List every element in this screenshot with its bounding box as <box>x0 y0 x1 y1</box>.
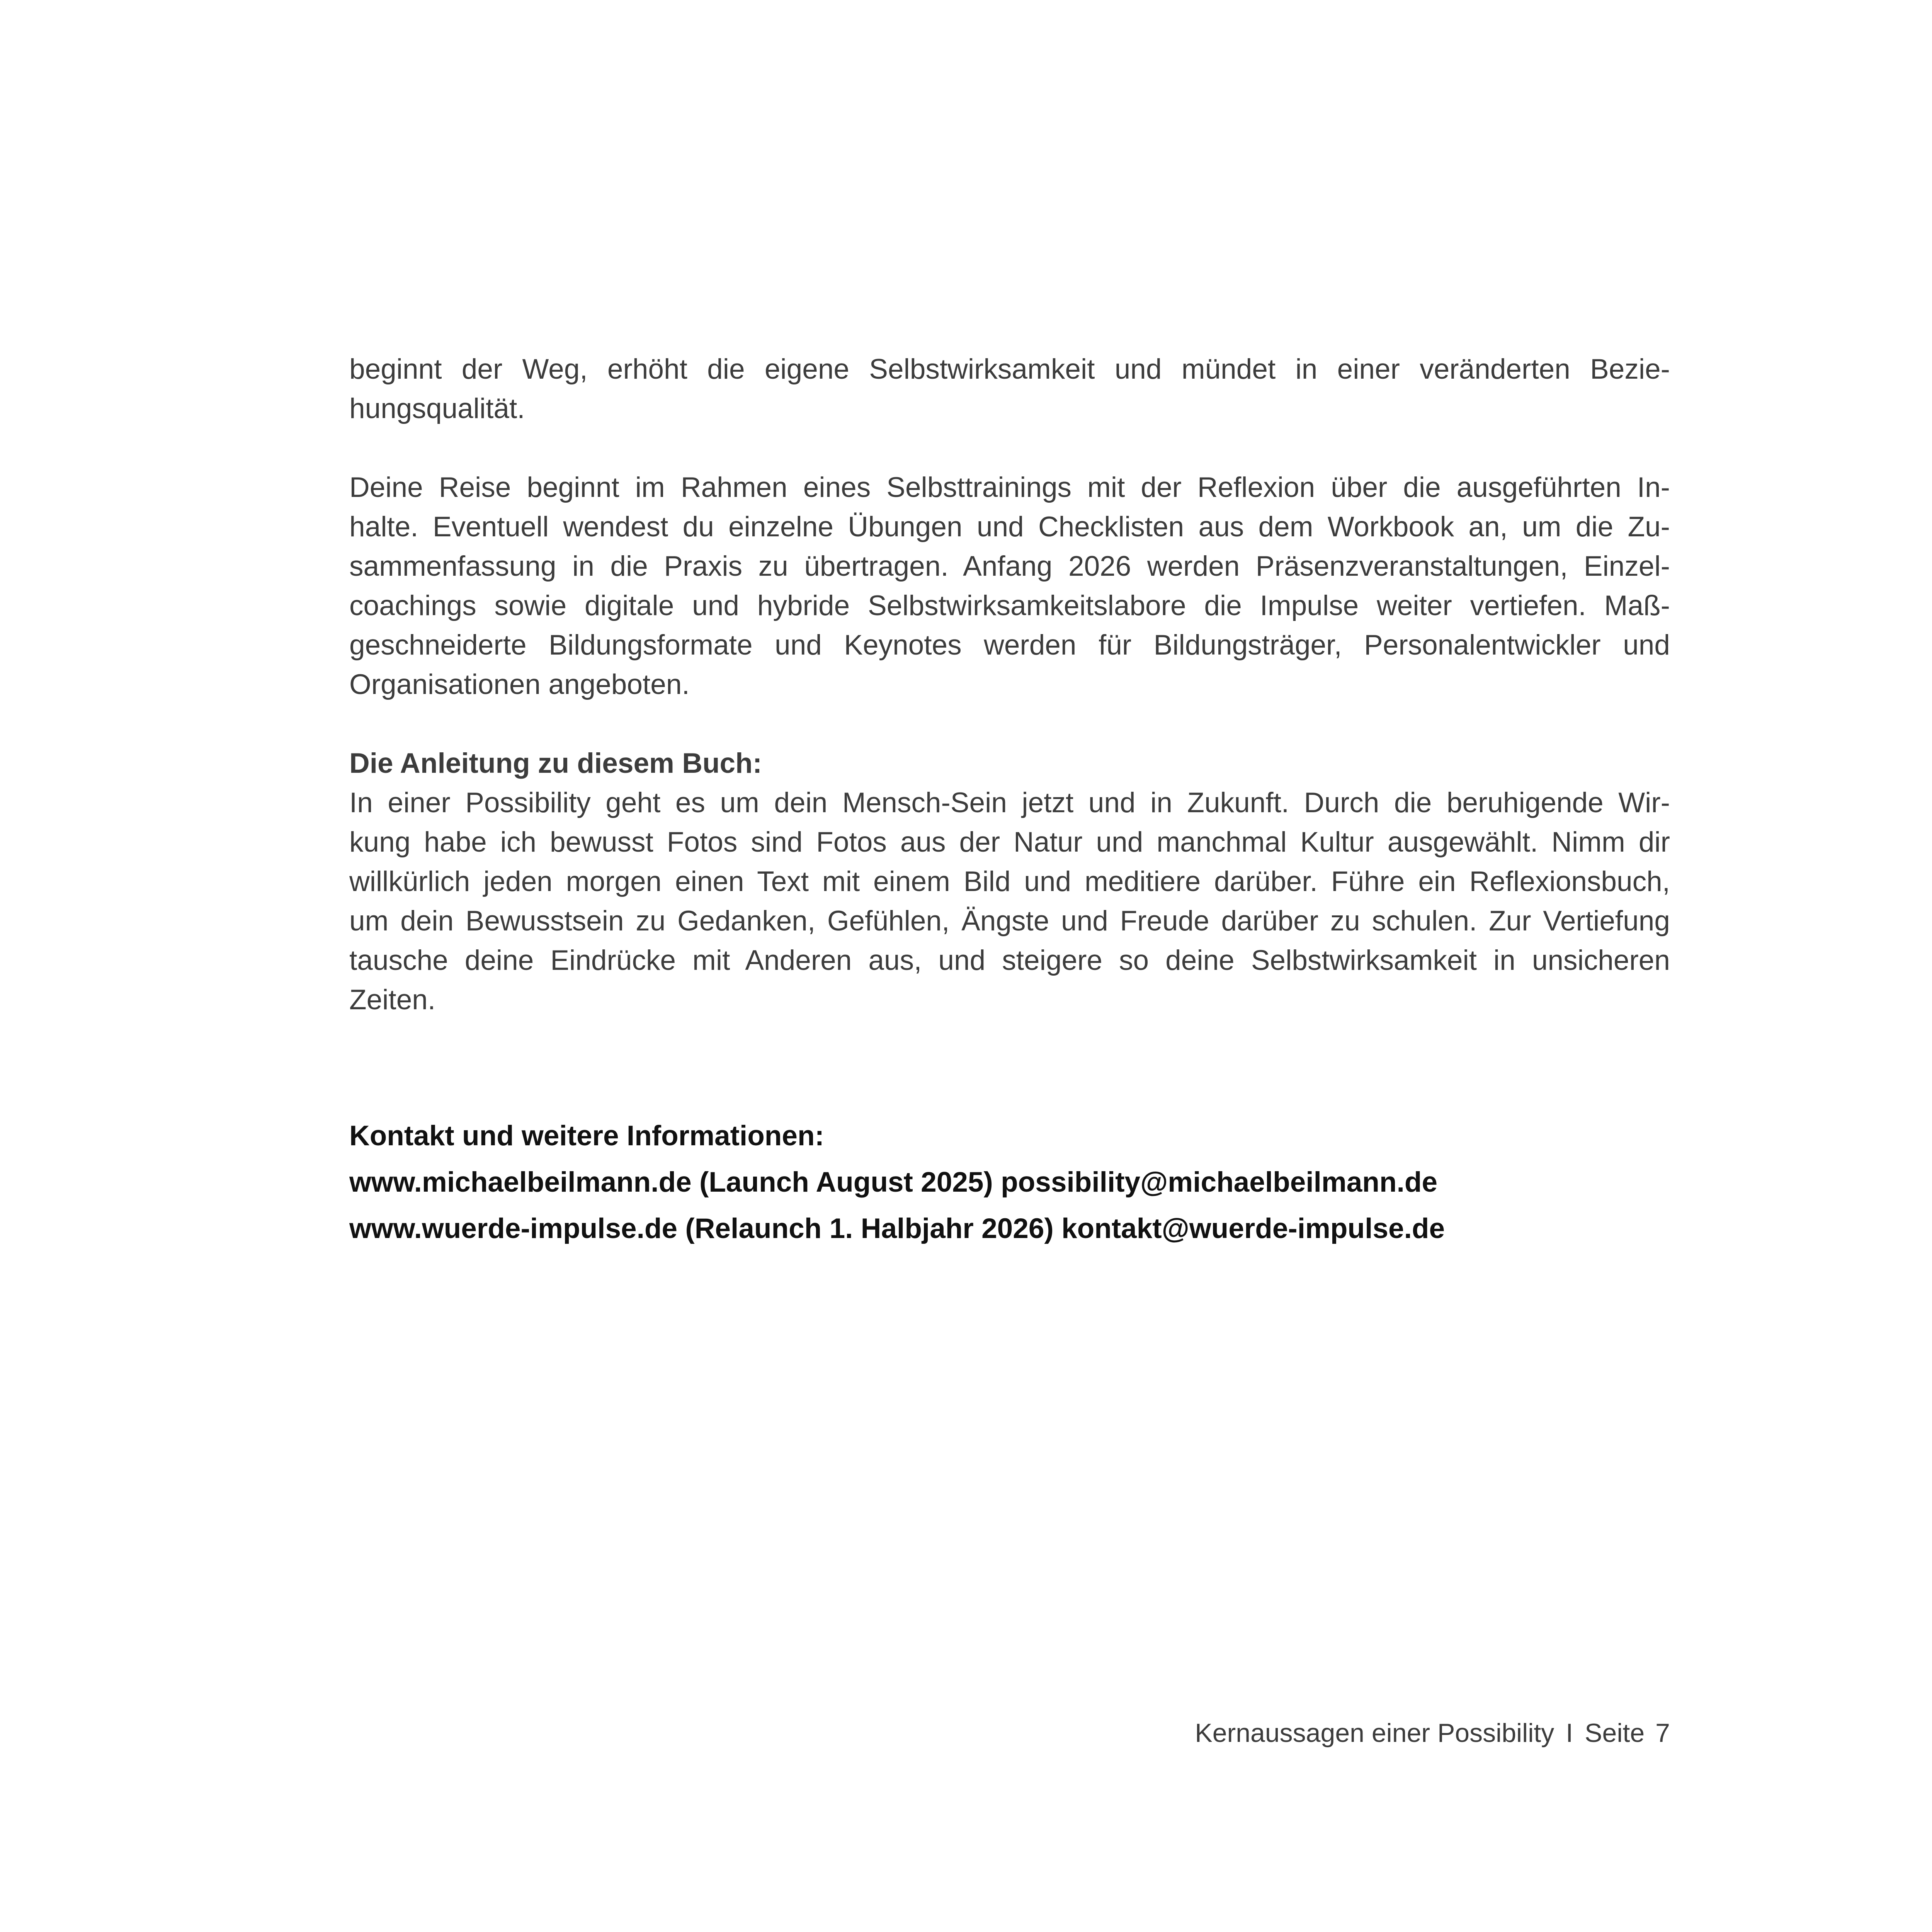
footer-page-label: Seite <box>1585 1718 1645 1748</box>
contact-heading: Kontakt und weitere Informationen: <box>349 1120 824 1151</box>
paragraph-line: Organisationen angeboten. <box>349 669 690 700</box>
paragraph-line: sammenfassung in die Praxis zu übertragen. Anfang 2026 werden Präsenzveranstaltungen, Einzel- <box>349 551 1670 582</box>
contact-line-michaelbeilmann[interactable]: www.michaelbeilmann.de (Launch August 2025) possibility@michaelbeilmann.de <box>349 1167 1438 1198</box>
contact-line-wuerde-impulse[interactable]: www.wuerde-impulse.de (Relaunch 1. Halbjahr 2026) kontakt@wuerde-impulse.de <box>349 1213 1445 1244</box>
paragraph-line: coachings sowie digitale und hybride Selbstwirksamkeitslabore die Impulse weiter vertiefen. Maß- <box>349 590 1670 621</box>
paragraph-line: In einer Possibility geht es um dein Mensch-Sein jetzt und in Zukunft. Durch die beruhigende Wir- <box>349 787 1670 818</box>
footer-separator: I <box>1566 1718 1573 1748</box>
paragraph-line: Deine Reise beginnt im Rahmen eines Selbsttrainings mit der Reflexion über die ausgeführten In- <box>349 472 1670 503</box>
paragraph-journey <box>349 468 1670 704</box>
paragraph-line: halte. Eventuell wendest du einzelne Übungen und Checklisten aus dem Workbook an, um die Zu- <box>349 511 1670 543</box>
paragraph-line: um dein Bewusstsein zu Gedanken, Gefühlen, Ängste und Freude darüber zu schulen. Zur Vertiefung <box>349 905 1670 937</box>
paragraph-line: Zeiten. <box>349 984 436 1015</box>
guide-heading: Die Anleitung zu diesem Buch: <box>349 748 762 779</box>
page-number: 7 <box>1655 1718 1670 1748</box>
page-footer <box>1195 1716 1670 1750</box>
paragraph-line: beginnt der Weg, erhöht die eigene Selbstwirksamkeit und mündet in einer veränderten Bezie- <box>349 354 1670 385</box>
contact-section <box>349 1113 1670 1252</box>
paragraph-line: geschneiderte Bildungsformate und Keynotes werden für Bildungsträger, Personalentwickler und <box>349 629 1670 661</box>
paragraph-intro <box>349 350 1670 429</box>
footer-title: Kernaussagen einer Possibility <box>1195 1718 1554 1748</box>
paragraph-guide <box>349 783 1670 1020</box>
paragraph-line: tausche deine Eindrücke mit Anderen aus, und steigere so deine Selbstwirksamkeit in unsicheren <box>349 945 1670 976</box>
paragraph-line: kung habe ich bewusst Fotos sind Fotos aus der Natur und manchmal Kultur ausgewählt. Nimm dir <box>349 827 1670 858</box>
paragraph-line: hungsqualität. <box>349 393 525 424</box>
paragraph-line: willkürlich jeden morgen einen Text mit einem Bild und meditiere darüber. Führe ein Reflexionsbuch, <box>349 866 1670 897</box>
